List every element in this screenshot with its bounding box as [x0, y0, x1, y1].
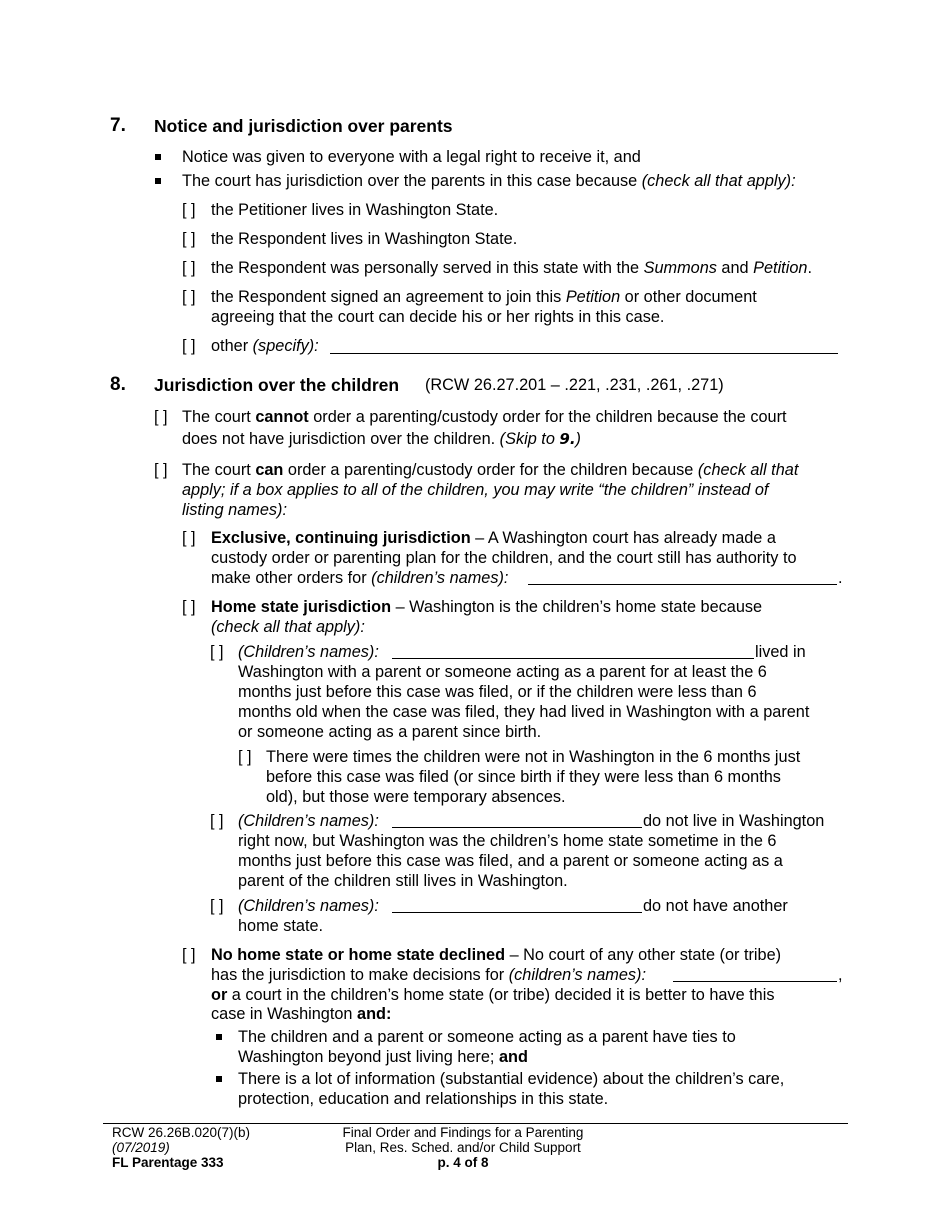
checkbox-other[interactable]: [ ]: [182, 337, 196, 355]
s8-nohome-line3: or a court in the children’s home state (or tribe) decided it is better to have this: [211, 986, 775, 1004]
s8-nohome-line2: has the jurisdiction to make decisions for (children’s names):: [211, 966, 646, 984]
checkbox-respondent-served[interactable]: [ ]: [182, 259, 196, 277]
s8-cannot-line2: does not have jurisdiction over the children. (Skip to 9.): [182, 430, 581, 448]
section-8-rcw-reference: (RCW 26.27.201 – .221, .231, .261, .271): [425, 376, 724, 394]
s8-exclusive-line3: make other orders for (children’s names):: [211, 569, 509, 587]
checkbox-home-lived-in-wa[interactable]: [ ]: [210, 643, 224, 661]
s7-option-respondent: the Respondent lives in Washington State.: [211, 230, 518, 248]
s7-option-served: the Respondent was personally served in this state with the Summons and Petition.: [211, 259, 812, 277]
footer-title-line1: Final Order and Findings for a Parenting: [342, 1125, 584, 1140]
s8-exclusive-text: Exclusive, continuing jurisdiction – A Washington court has already made a: [211, 529, 776, 547]
s8-home-line2: (check all that apply):: [211, 618, 365, 636]
other-specify-field[interactable]: [330, 353, 838, 354]
s7-option-other: other (specify):: [211, 337, 319, 355]
s8-h1-label: (Children’s names):: [238, 643, 379, 661]
s8-exclusive-line2: custody order or parenting plan for the children, and the court still has authority to: [211, 549, 797, 567]
home-do-not-live-children-names-field[interactable]: [392, 827, 642, 828]
s8-h1-line4: months old when the case was filed, they had lived in Washington with a parent: [238, 703, 810, 721]
bullet-icon: [216, 1034, 222, 1040]
footer-rcw: RCW 26.26B.020(7)(b): [112, 1125, 251, 1140]
home-lived-children-names-field[interactable]: [392, 658, 754, 659]
nohome-children-names-field[interactable]: [673, 981, 837, 982]
bullet-icon: [155, 154, 161, 160]
s8-h1s-line3: old), but those were temporary absences.: [266, 788, 566, 806]
footer-divider: [103, 1123, 848, 1124]
s8-home-text: Home state jurisdiction – Washington is the children’s home state because: [211, 598, 763, 616]
checkbox-home-state[interactable]: [ ]: [182, 598, 196, 616]
s8-h1s-line1: There were times the children were not in Washington in the 6 months just: [266, 748, 801, 766]
section-7-number: 7.: [110, 115, 126, 136]
s8-h2-line4: parent of the children still lives in Washington.: [238, 872, 568, 890]
s8-h2-label: (Children’s names):: [238, 812, 379, 830]
s7-bullet-jurisdiction: The court has jurisdiction over the parents in this case because (check all that apply):: [182, 172, 796, 190]
section-8-number: 8.: [110, 374, 126, 395]
s8-nohome-text: No home state or home state declined – No court of any other state (or tribe): [211, 946, 782, 964]
checkbox-court-cannot[interactable]: [ ]: [154, 408, 168, 426]
s7-bullet-notice: Notice was given to everyone with a legal right to receive it, and: [182, 148, 641, 166]
checkbox-respondent-signed[interactable]: [ ]: [182, 288, 196, 306]
s8-h1s-line2: before this case was filed (or since birth if they were less than 6 months: [266, 768, 781, 786]
s7-option-signed-line2: agreeing that the court can decide his or her rights in this case.: [211, 308, 665, 326]
checkbox-no-other-home-state[interactable]: [ ]: [210, 897, 224, 915]
s8-h1-end: lived in: [755, 643, 806, 661]
s7-option-petitioner: the Petitioner lives in Washington State.: [211, 201, 499, 219]
s8-can-text: The court can order a parenting/custody order for the children because (check all that: [182, 461, 799, 479]
s8-nohome-line4: case in Washington and:: [211, 1005, 392, 1023]
s8-nohome-comma: ,: [838, 966, 843, 984]
footer-date: (07/2019): [112, 1140, 170, 1155]
bullet-icon: [155, 178, 161, 184]
s8-h2-line3: months just before this case was filed, and a parent or someone acting as a: [238, 852, 783, 870]
checkbox-home-do-not-live[interactable]: [ ]: [210, 812, 224, 830]
footer-page-number: p. 4 of 8: [437, 1155, 489, 1170]
s8-can-line2: apply; if a box applies to all of the children, you may write “the children” instead of: [182, 481, 769, 499]
section-8-title: Jurisdiction over the children: [154, 375, 400, 395]
bullet-icon: [216, 1076, 222, 1082]
s8-nohome-bullet2-line2: protection, education and relationships in this state.: [238, 1090, 609, 1108]
checkbox-temporary-absences[interactable]: [ ]: [238, 748, 252, 766]
no-other-home-children-names-field[interactable]: [392, 912, 642, 913]
s8-h1-line3: months just before this case was filed, or if the children were less than 6: [238, 683, 757, 701]
s8-h1-line5: or someone acting as a parent since birth.: [238, 723, 542, 741]
s8-nohome-bullet2: There is a lot of information (substantial evidence) about the children’s care,: [238, 1070, 785, 1088]
footer-form-name: FL Parentage 333: [112, 1155, 224, 1170]
s8-exclusive-period: .: [838, 569, 843, 587]
s8-nohome-bullet1-line2: Washington beyond just living here; and: [238, 1048, 528, 1066]
s8-can-line3: listing names):: [182, 501, 287, 519]
s8-h3-line2: home state.: [238, 917, 324, 935]
footer-title-line2: Plan, Res. Sched. and/or Child Support: [345, 1140, 581, 1155]
s7-option-signed: the Respondent signed an agreement to join this Petition or other document: [211, 288, 757, 306]
s8-h3-end: do not have another: [643, 897, 788, 915]
s8-h2-line2: right now, but Washington was the children’s home state sometime in the 6: [238, 832, 777, 850]
s8-cannot-text: The court cannot order a parenting/custody order for the children because the court: [182, 408, 787, 426]
checkbox-exclusive-continuing[interactable]: [ ]: [182, 529, 196, 547]
s8-h1-line2: Washington with a parent or someone acting as a parent for at least the 6: [238, 663, 767, 681]
checkbox-respondent-lives-wa[interactable]: [ ]: [182, 230, 196, 248]
s8-h3-label: (Children’s names):: [238, 897, 379, 915]
s8-nohome-bullet1: The children and a parent or someone acting as a parent have ties to: [238, 1028, 736, 1046]
exclusive-children-names-field[interactable]: [528, 584, 837, 585]
checkbox-court-can[interactable]: [ ]: [154, 461, 168, 479]
checkbox-petitioner-lives-wa[interactable]: [ ]: [182, 201, 196, 219]
checkbox-no-home-state[interactable]: [ ]: [182, 946, 196, 964]
s8-h2-end: do not live in Washington: [643, 812, 825, 830]
section-7-title: Notice and jurisdiction over parents: [154, 116, 453, 136]
